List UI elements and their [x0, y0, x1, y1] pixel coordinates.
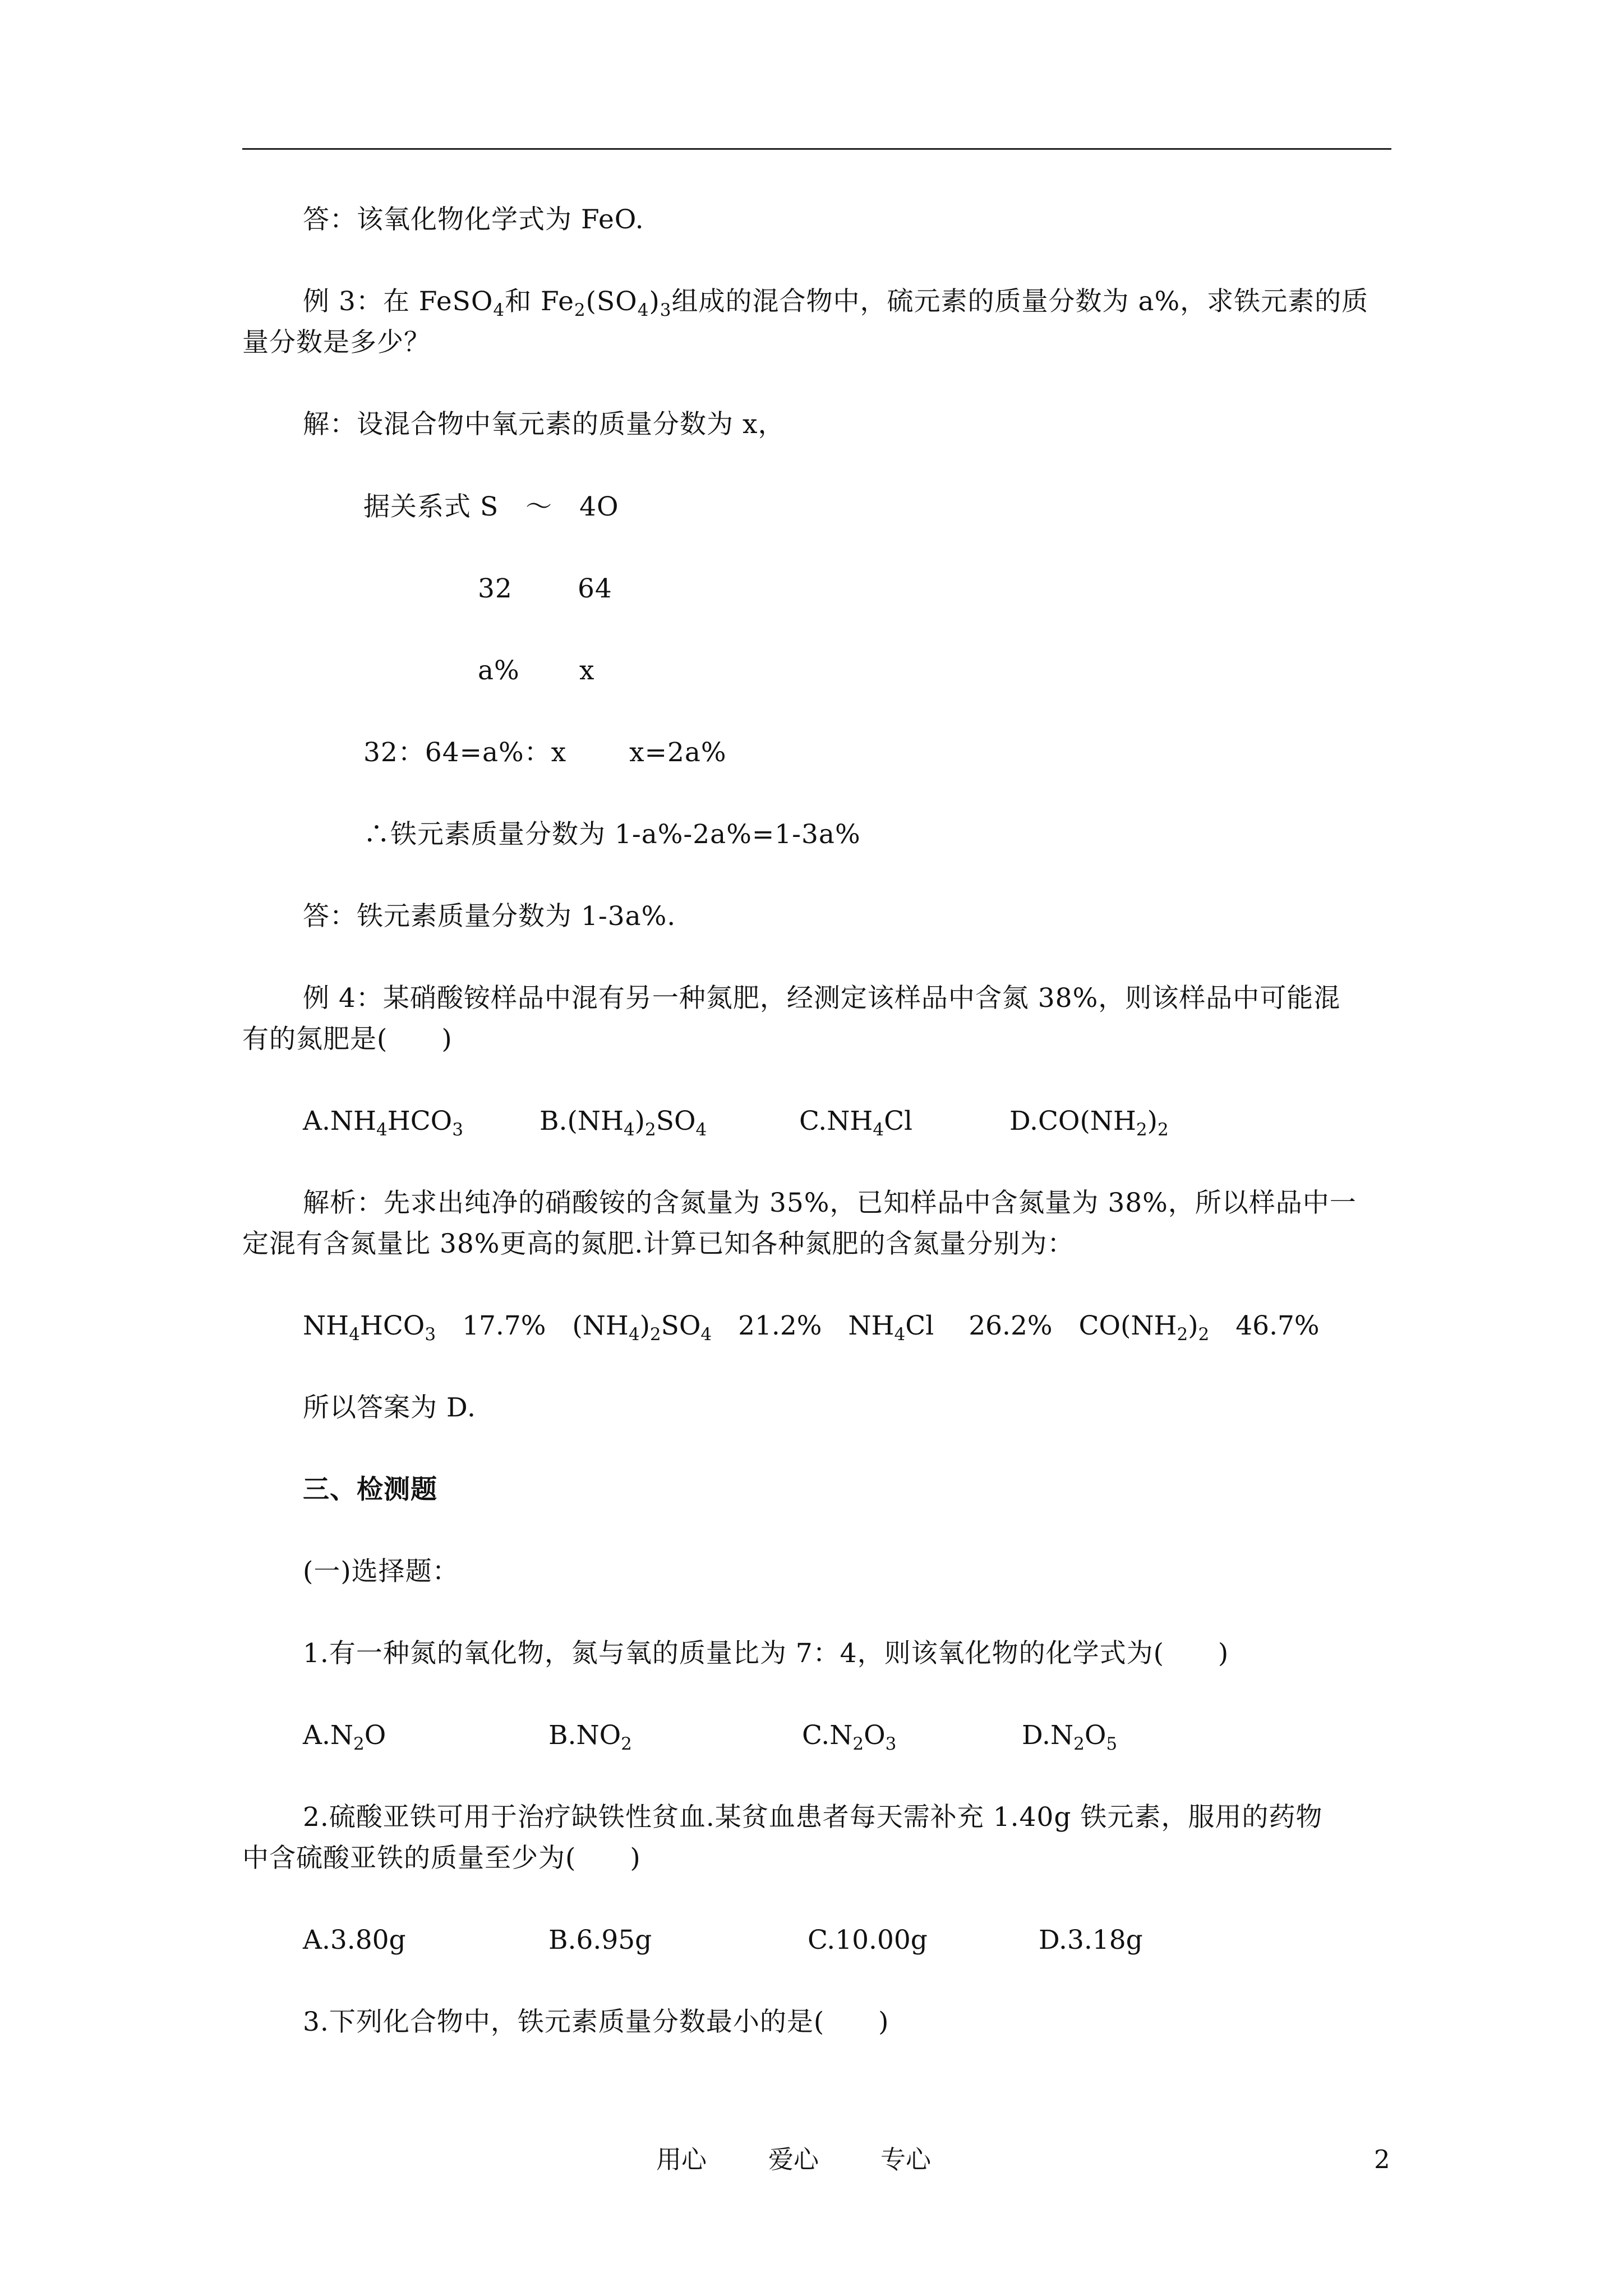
example3-question-line2: 量分数是多少？	[242, 327, 431, 358]
header-rule	[242, 148, 1391, 150]
example3-answer: 答：铁元素质量分数为 1-3a%.	[303, 901, 676, 932]
footer-motto-1: 用心	[656, 2145, 707, 2174]
example3-mass-s: 32	[478, 573, 513, 604]
answer-fe-oxide: 答：该氧化物化学式为 FeO.	[303, 204, 644, 235]
example3-proportion: 32：64=a%：x x=2a%	[363, 737, 727, 768]
example4-analysis-line1: 解析：先求出纯净的硝酸铵的含氮量为 35%，已知样品中含氮量为 38%，所以样品中一	[303, 1188, 1357, 1218]
nitrogen-contents-line: $NH_4HCO_3$ 17.7% $(NH_4)_2SO_4$ 21.2% $NH_4Cl$ 26.2% $CO(NH_2)_2$ 46.7%	[303, 1310, 1320, 1345]
q3-text: 3.下列化合物中，铁元素质量分数最小的是( )	[303, 2007, 889, 2037]
q2-line1: 2.硫酸亚铁可用于治疗缺铁性贫血.某贫血患者每天需补充 1.40g 铁元素，服用的药物	[303, 1802, 1323, 1833]
example3-mass-o: 64	[578, 573, 612, 604]
q2-option-b: B.6.95g	[548, 1925, 652, 1955]
example4-answer: 所以答案为 D.	[303, 1392, 476, 1423]
example4-question-line2: 有的氮肥是( )	[242, 1024, 453, 1055]
example4-option-d: $D.CO(NH_2)_2$	[1009, 1106, 1169, 1140]
q1-option-a: $A.N_2O$	[303, 1720, 386, 1754]
q2-line2: 中含硫酸亚铁的质量至少为( )	[242, 1843, 641, 1874]
footer-motto-3: 专心	[880, 2145, 932, 2174]
q1-text: 1.有一种氮的氧化物，氮与氧的质量比为 7：4，则该氧化物的化学式为( )	[303, 1638, 1229, 1669]
page-number: 2	[1374, 2145, 1390, 2174]
q1-option-b: $B.NO_2$	[548, 1720, 632, 1754]
section3-title: 三、检测题	[303, 1474, 437, 1505]
q2-option-c: C.10.00g	[808, 1925, 928, 1955]
example4-analysis-line2: 定混有含氮量比 38%更高的氮肥.计算已知各种氮肥的含氮量分别为：	[242, 1228, 1075, 1259]
q1-option-d: $D.N_2O_5$	[1022, 1720, 1118, 1754]
q1-option-c: $C.N_2O_3$	[802, 1720, 897, 1754]
example4-question-line1: 例 4：某硝酸铵样品中混有另一种氮肥，经测定该样品中含氮 38%，则该样品中可能混	[303, 983, 1341, 1014]
example3-solution: 解：设混合物中氧元素的质量分数为 x，	[303, 409, 785, 440]
example4-option-a: $A.NH_4HCO_3$	[303, 1106, 463, 1140]
example3-val-s: a%	[478, 655, 520, 686]
example3-conclusion: ∴铁元素质量分数为 1-a%-2a%=1-3a%	[363, 819, 861, 850]
example3-val-o: x	[579, 655, 595, 686]
example4-option-b: $B.(NH_4)_2SO_4$	[540, 1106, 707, 1140]
example3-relation: 据关系式 S ～ 4O	[363, 491, 619, 522]
example3-question-line1: 例 3：在 FeSO$_4$和 $Fe_2(SO_4)_3$组成的混合物中，硫元素的质量分数为 a%，求铁元素的质	[303, 286, 1369, 320]
q2-option-d: D.3.18g	[1039, 1925, 1143, 1955]
example4-option-c: $C.NH_4Cl$	[799, 1106, 913, 1140]
footer-motto-2: 爱心	[768, 2145, 819, 2174]
q2-option-a: A.3.80g	[303, 1925, 406, 1955]
section3-subtitle: (一)选择题：	[303, 1556, 459, 1587]
